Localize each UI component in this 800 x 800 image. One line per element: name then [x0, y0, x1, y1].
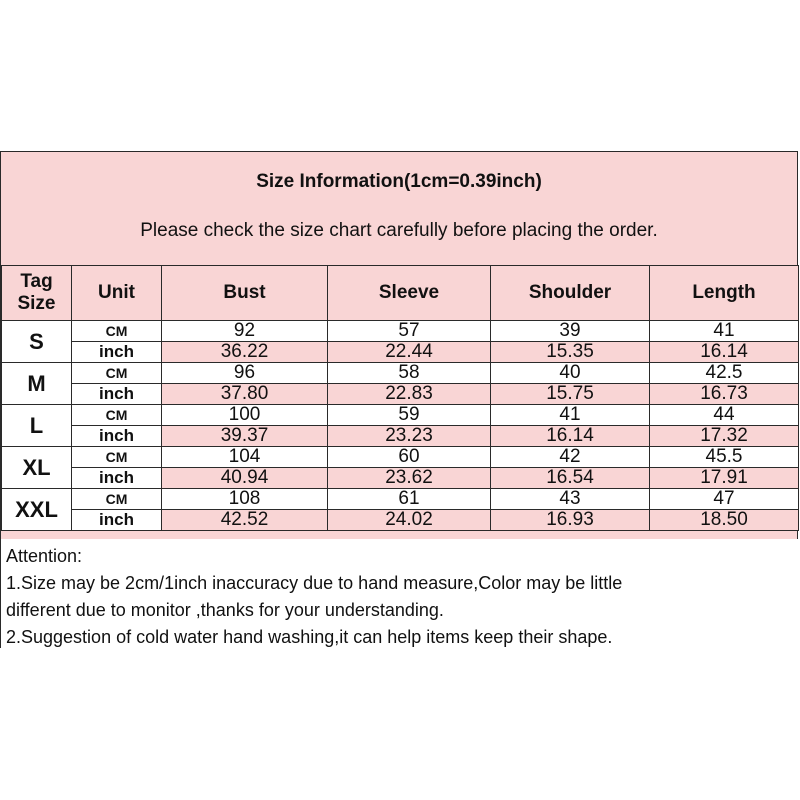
cell-sleeve-inch: 23.23: [328, 426, 491, 447]
cell-sleeve-inch: 23.62: [328, 468, 491, 489]
cell-sleeve-cm: 59: [328, 405, 491, 426]
size-label: M: [2, 363, 72, 405]
cell-shoulder-cm: 39: [491, 321, 650, 342]
cell-shoulder-cm: 43: [491, 489, 650, 510]
table-row-cm: [2, 489, 799, 510]
header-tag-line2: Size: [17, 293, 56, 314]
cell-length-cm: 41: [650, 321, 799, 342]
cell-shoulder-cm: 42: [491, 447, 650, 468]
unit-inch-label: inch: [72, 468, 162, 489]
cell-bust-inch: 37.80: [162, 384, 328, 405]
unit-inch-label: inch: [72, 342, 162, 363]
unit-inch-label: inch: [72, 384, 162, 405]
cell-sleeve-cm: 57: [328, 321, 491, 342]
cell-length-cm: 47: [650, 489, 799, 510]
chart-subtitle: Please check the size chart carefully before placing the order.: [140, 220, 658, 241]
cell-length-inch: 17.32: [650, 426, 799, 447]
cell-shoulder-inch: 16.93: [491, 510, 650, 531]
notes-line-1: 1.Size may be 2cm/1inch inaccuracy due to hand measure,Color may be little: [6, 573, 623, 593]
cell-bust-cm: 92: [162, 321, 328, 342]
cell-length-inch: 17.91: [650, 468, 799, 489]
cell-bust-cm: 104: [162, 447, 328, 468]
header-length: Length: [650, 266, 799, 321]
cell-sleeve-inch: 22.44: [328, 342, 491, 363]
table-row-inch: [2, 426, 799, 447]
cell-shoulder-inch: 15.35: [491, 342, 650, 363]
cell-sleeve-cm: 58: [328, 363, 491, 384]
cell-shoulder-cm: 41: [491, 405, 650, 426]
cell-shoulder-inch: 16.14: [491, 426, 650, 447]
header-sleeve: Sleeve: [328, 266, 491, 321]
unit-cm-label: CM: [72, 489, 162, 510]
cell-sleeve-cm: 60: [328, 447, 491, 468]
cell-sleeve-inch: 22.83: [328, 384, 491, 405]
notes-line-2: different due to monitor ,thanks for your understanding.: [6, 600, 444, 620]
header-unit: Unit: [72, 266, 162, 321]
size-label: L: [2, 405, 72, 447]
cell-length-inch: 18.50: [650, 510, 799, 531]
size-label: XXL: [2, 489, 72, 531]
cell-bust-inch: 40.94: [162, 468, 328, 489]
header-bust: Bust: [162, 266, 328, 321]
table-row-inch: [2, 342, 799, 363]
table-row-cm: [2, 363, 799, 384]
size-chart: [0, 151, 798, 648]
cell-bust-inch: 42.52: [162, 510, 328, 531]
cell-bust-cm: 108: [162, 489, 328, 510]
chart-title: Size Information(1cm=0.39inch): [256, 171, 542, 192]
size-label: XL: [2, 447, 72, 489]
cell-length-inch: 16.73: [650, 384, 799, 405]
cell-shoulder-inch: 15.75: [491, 384, 650, 405]
unit-cm-label: CM: [72, 321, 162, 342]
notes-line-3: 2.Suggestion of cold water hand washing,it can help items keep their shape.: [6, 627, 613, 647]
table-row-cm: [2, 447, 799, 468]
cell-sleeve-inch: 24.02: [328, 510, 491, 531]
table-row-cm: [2, 321, 799, 342]
cell-length-inch: 16.14: [650, 342, 799, 363]
size-label: S: [2, 321, 72, 363]
unit-cm-label: CM: [72, 405, 162, 426]
table-row-inch: [2, 468, 799, 489]
header-tag-line1: Tag: [20, 271, 53, 292]
cell-bust-inch: 39.37: [162, 426, 328, 447]
cell-length-cm: 42.5: [650, 363, 799, 384]
cell-shoulder-cm: 40: [491, 363, 650, 384]
unit-cm-label: CM: [72, 363, 162, 384]
cell-length-cm: 45.5: [650, 447, 799, 468]
unit-cm-label: CM: [72, 447, 162, 468]
attention-notes: [1, 539, 798, 648]
unit-inch-label: inch: [72, 426, 162, 447]
cell-bust-inch: 36.22: [162, 342, 328, 363]
chart-header: [1, 152, 797, 265]
size-table-body: [2, 266, 799, 531]
unit-inch-label: inch: [72, 510, 162, 531]
header-tag-size: [2, 266, 72, 321]
cell-shoulder-inch: 16.54: [491, 468, 650, 489]
cell-length-cm: 44: [650, 405, 799, 426]
table-header-row: [2, 266, 799, 321]
table-row-inch: [2, 384, 799, 405]
notes-heading: Attention:: [6, 546, 83, 566]
table-row-inch: [2, 510, 799, 531]
size-table: [1, 265, 799, 531]
cell-bust-cm: 96: [162, 363, 328, 384]
cell-bust-cm: 100: [162, 405, 328, 426]
table-row-cm: [2, 405, 799, 426]
header-shoulder: Shoulder: [491, 266, 650, 321]
cell-sleeve-cm: 61: [328, 489, 491, 510]
